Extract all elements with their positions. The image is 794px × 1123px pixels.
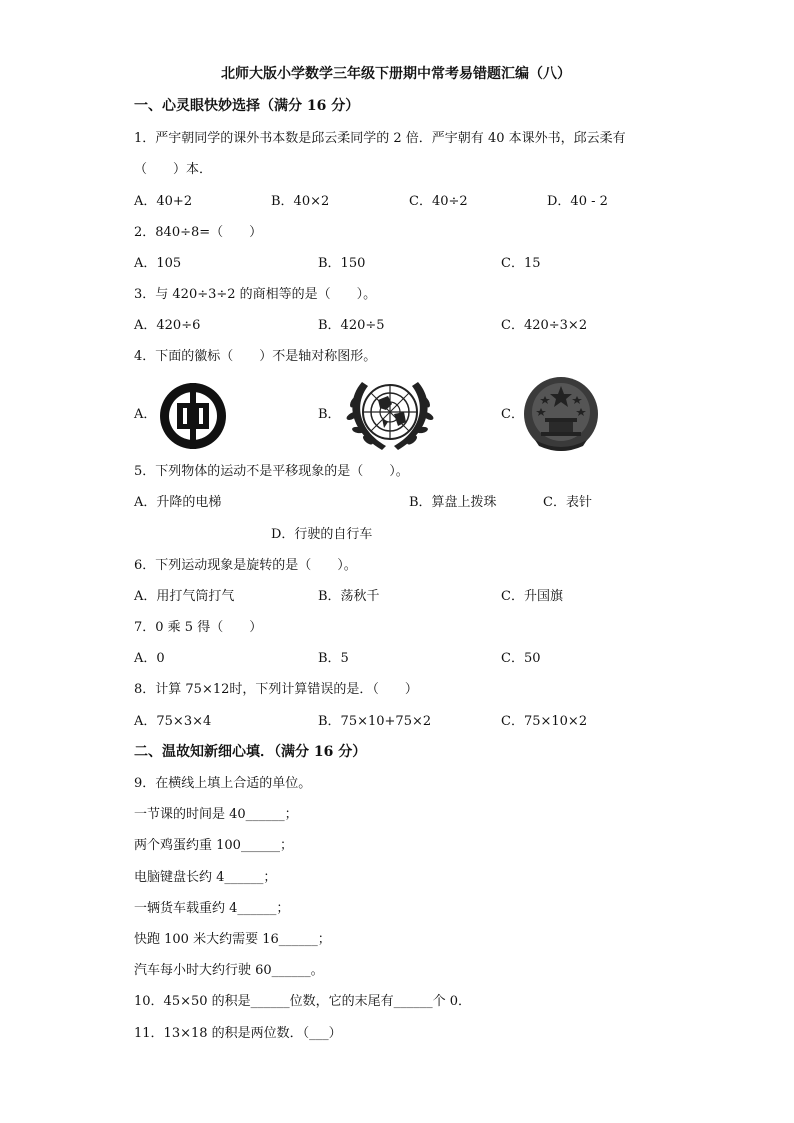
q4-option-c: C． xyxy=(501,407,524,422)
q3-option-a: A．420÷6 xyxy=(134,318,201,333)
page-title: 北师大版小学数学三年级下册期中常考易错题汇编（八） xyxy=(221,66,571,82)
question-4-stem: 4．下面的徽标（ ）不是轴对称图形。 xyxy=(134,349,377,364)
q4-option-b: B． xyxy=(318,407,341,422)
q7-option-a: A．0 xyxy=(134,651,165,666)
q4-option-a: A． xyxy=(134,407,157,422)
question-2-stem: 2．840÷8=（ ） xyxy=(134,225,263,240)
q1-option-d: D．40 - 2 xyxy=(547,194,608,209)
q3-option-b: B．420÷5 xyxy=(318,318,385,333)
q5-option-d: D．行驶的自行车 xyxy=(271,527,373,542)
q8-option-a: A．75×3×4 xyxy=(134,714,212,729)
q5-option-a: A．升降的电梯 xyxy=(134,495,222,510)
q8-option-c: C．75×10×2 xyxy=(501,714,588,729)
un-emblem-icon xyxy=(342,372,438,456)
question-11: 11．13×18 的积是两位数．（___） xyxy=(134,1026,342,1041)
q8-option-b: B．75×10+75×2 xyxy=(318,714,432,729)
question-5-stem: 5．下列物体的运动不是平移现象的是（ ）。 xyxy=(134,464,409,479)
section-2-heading: 二、温故知新细心填．（满分 16 分） xyxy=(134,744,367,760)
q6-option-c: C．升国旗 xyxy=(501,589,563,604)
q2-option-a: A．105 xyxy=(134,256,182,271)
q1-option-b: B．40×2 xyxy=(271,194,330,209)
q1-option-c: C．40÷2 xyxy=(409,194,468,209)
q2-option-b: B．150 xyxy=(318,256,366,271)
question-9-stem: 9．在横线上填上合适的单位。 xyxy=(134,776,312,791)
bank-logo-icon xyxy=(157,380,229,452)
national-emblem-icon xyxy=(521,374,601,454)
question-6-stem: 6．下列运动现象是旋转的是（ ）。 xyxy=(134,558,357,573)
q5-option-b: B．算盘上拨珠 xyxy=(409,495,497,510)
question-8-stem: 8．计算 75×12时，下列计算错误的是．（ ） xyxy=(134,682,418,697)
q7-option-b: B．5 xyxy=(318,651,349,666)
q9-fill-line-1: 一节课的时间是 40______； xyxy=(134,807,298,822)
q9-fill-line-3: 电脑键盘长约 4______； xyxy=(134,870,277,885)
question-10: 10．45×50 的积是______位数，它的末尾有______个 0． xyxy=(134,994,472,1009)
question-3-stem: 3．与 420÷3÷2 的商相等的是（ ）。 xyxy=(134,287,377,302)
q7-option-c: C．50 xyxy=(501,651,541,666)
q5-option-c: C．表针 xyxy=(543,495,592,510)
question-1-stem-cont: （ ）本． xyxy=(134,162,213,177)
q2-option-c: C．15 xyxy=(501,256,541,271)
q1-option-a: A．40+2 xyxy=(134,194,193,209)
q6-option-a: A．用打气筒打气 xyxy=(134,589,235,604)
q9-fill-line-4: 一辆货车载重约 4______； xyxy=(134,901,290,916)
question-1-stem: 1．严宇朝同学的课外书本数是邱云柔同学的 2 倍．严宇朝有 40 本课外书，邱云柔有 xyxy=(134,131,626,146)
section-1-heading: 一、心灵眼快妙选择（满分 16 分） xyxy=(134,98,360,114)
q9-fill-line-5: 快跑 100 米大约需要 16______； xyxy=(134,932,331,947)
question-7-stem: 7．0 乘 5 得（ ） xyxy=(134,620,263,635)
q3-option-c: C．420÷3×2 xyxy=(501,318,588,333)
q9-fill-line-6: 汽车每小时大约行驶 60______。 xyxy=(134,963,324,978)
q6-option-b: B．荡秋千 xyxy=(318,589,380,604)
q9-fill-line-2: 两个鸡蛋约重 100______； xyxy=(134,838,293,853)
